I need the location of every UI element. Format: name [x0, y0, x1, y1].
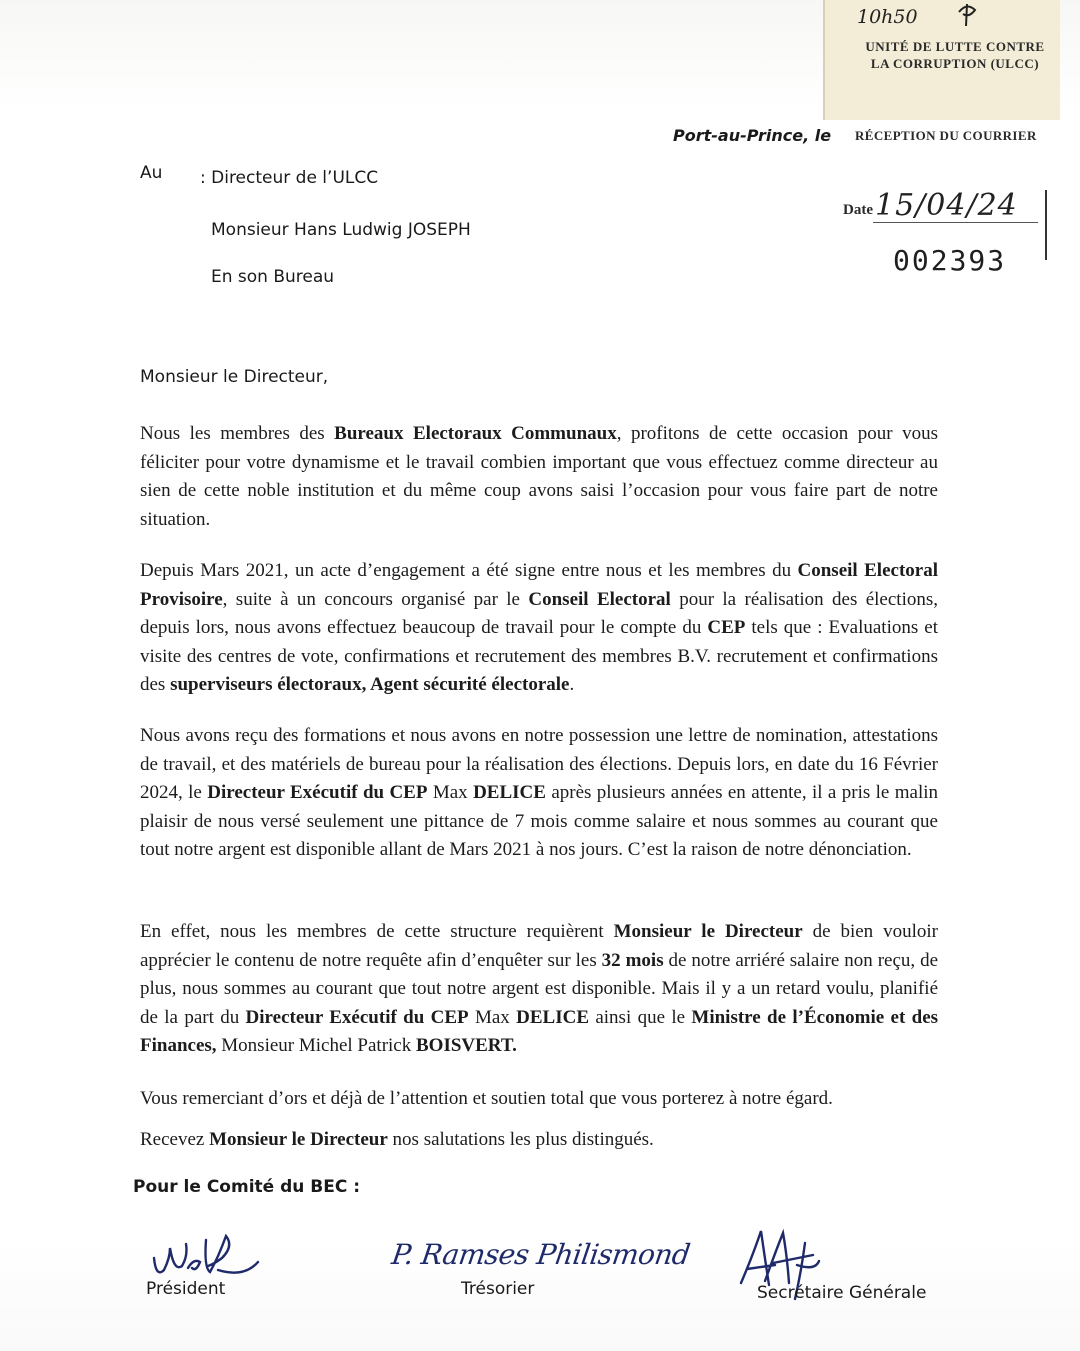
text-run: Max	[468, 1006, 517, 1028]
text-run: .	[569, 674, 575, 695]
bold-text-run: Bureaux Electoraux Communaux	[334, 423, 617, 444]
body-paragraph	[140, 722, 938, 865]
stamp-date-handwritten: 15/04/24	[875, 188, 1018, 223]
bold-text-run: Monsieur le Directeur	[209, 1129, 388, 1150]
bold-text-run: CEP	[707, 617, 746, 638]
salutation: Monsieur le Directeur,	[140, 367, 329, 387]
text-run: après plusieurs années en attente, il a pris le malin plaisir de nous versé seulement une pittance de 7 mois comme salaire et nous sommes au courant que tout notre argent est disponible allant de Mars 2021 à nos jours. C’est la raison de notre dénonciation.	[140, 782, 939, 860]
president-label: Président	[146, 1279, 226, 1299]
body-paragraph	[140, 557, 938, 700]
bold-text-run: Conseil Electoral	[528, 588, 671, 610]
text-run: Monsieur Michel Patrick	[216, 1035, 416, 1056]
bold-text-run: Directeur Exécutif du CEP	[245, 1006, 469, 1028]
place-date: Port-au-Prince, le	[673, 126, 832, 145]
text-run: , suite à un concours organisé par le	[222, 588, 529, 610]
text-run: Max	[427, 782, 474, 803]
text-run: ainsi que le	[589, 1006, 692, 1028]
recipient-line1: : Directeur de l’ULCC	[200, 168, 379, 188]
body-paragraph	[140, 1126, 938, 1155]
stamp-time-handwritten: 10h50	[857, 6, 918, 28]
body-paragraph	[140, 918, 938, 1061]
text-run: tels que : Evaluations et visite des centres de vote, confirmations et recrutement des membres B.V. recrutement et confirmations des	[140, 617, 938, 695]
stamp-unit-line2: LA CORRUPTION (ULCC)	[870, 56, 1040, 71]
stamp-unit-line1: UNITÉ DE LUTTE CONTRE	[865, 39, 1045, 54]
bold-text-run: BOISVERT.	[416, 1035, 517, 1056]
bold-text-run: 32 mois	[601, 949, 664, 971]
text-run: En effet, nous les membres de cette structure requièrent	[140, 921, 614, 942]
text-run: Nous les membres des	[140, 423, 335, 444]
reception-stamp	[823, 0, 1080, 330]
stamp-initial-icon	[955, 2, 979, 34]
text-run: Nous avons reçu des formations et nous avons en notre possession une lettre de nomination, attestations de travail, et des matériels de bureau pour la réalisation des élections. Depuis lors, en date du 16 Février 2024, le	[140, 725, 938, 803]
recipient-line3: En son Bureau	[211, 267, 335, 287]
text-run: Recevez	[140, 1129, 210, 1150]
bold-text-run: Directeur Exécutif du CEP	[207, 782, 428, 803]
bold-text-run: Monsieur le Directeur	[613, 921, 803, 942]
text-run: de bien vouloir apprécier le contenu de notre requête afin d’enquêter sur les	[140, 921, 938, 971]
text-run: Vous remerciant d’ors et déjà de l’attention et soutien total que vous porterez à notre égard.	[140, 1088, 833, 1109]
body-paragraph	[140, 1085, 938, 1114]
text-run: , profitons de cette occasion pour vous féliciter pour votre dynamisme et le travail combien important que vous effectuez comme directeur au sien de cette noble institution et du même coup avons saisi l’occasion pour vous faire part de notre situation.	[140, 423, 939, 530]
treasurer-signature: P. Ramses Philismond	[389, 1238, 692, 1271]
committee-line: Pour le Comité du BEC :	[133, 1177, 361, 1197]
stamp-date-line	[873, 222, 1038, 223]
stamp-unit	[860, 38, 1050, 72]
stamp-reception: RÉCEPTION DU COURRIER	[855, 128, 1037, 143]
text-run: pour la réalisation des élections, depuis lors, nous avons effectuez beaucoup de travail pour le compte du	[140, 588, 939, 638]
bold-text-run: superviseurs électoraux, Agent sécurité électorale	[170, 674, 570, 695]
bold-text-run: Ministre de l’Économie et des Finances,	[140, 1006, 939, 1056]
bold-text-run: DELICE	[516, 1006, 589, 1028]
secretary-label: Secrétaire Générale	[757, 1283, 927, 1303]
stamp-date-label: Date	[843, 202, 873, 218]
recipient-label: Au	[140, 163, 163, 183]
treasurer-label: Trésorier	[461, 1279, 535, 1299]
stamp-serial-number: 002393	[893, 244, 1007, 277]
text-run: Depuis Mars 2021, un acte d’engagement a été signe entre nous et les membres du	[140, 560, 798, 581]
stamp-tag	[823, 0, 1060, 120]
body-paragraph	[140, 420, 938, 534]
text-run: de notre arriéré salaire non reçu, de plus, nous sommes au courant que tout notre argent est disponible. Mais il y a un retard voulu, planifié de la part du	[140, 949, 938, 1028]
bold-text-run: DELICE	[473, 782, 546, 803]
recipient-line2: Monsieur Hans Ludwig JOSEPH	[211, 220, 471, 240]
stamp-vertical-mark	[1045, 190, 1047, 260]
bold-text-run: Conseil Electoral Provisoire	[140, 560, 938, 610]
text-run: nos salutations les plus distingués.	[387, 1129, 654, 1150]
